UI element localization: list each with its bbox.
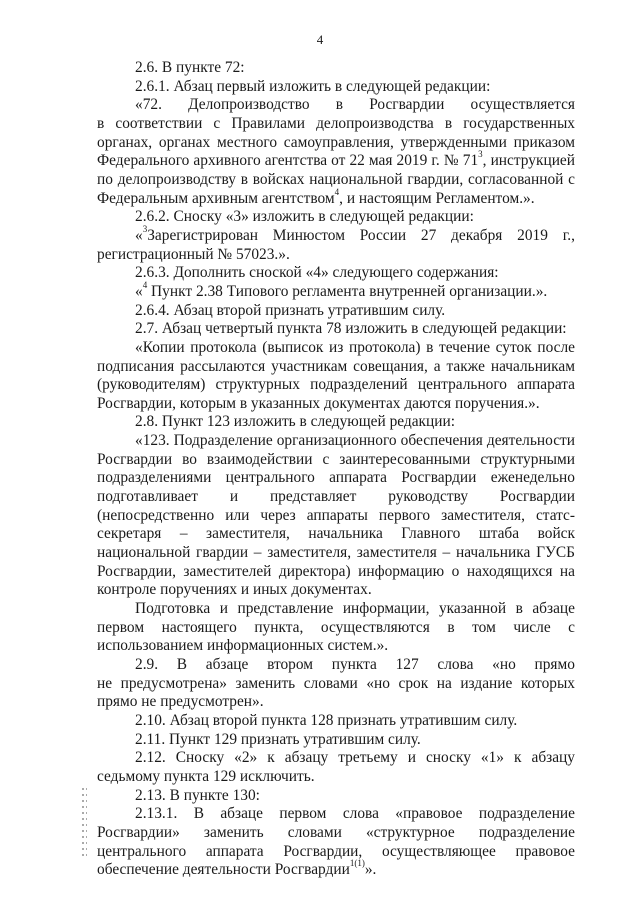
footnote-ref-4: 4 [334,186,340,197]
paragraph-preparation: Подготовка и представление информации, указанной в абзаце первом настоящего пункта, осуществляются в том числе с использованием информационных систем.». [97,600,575,655]
section-2-6: 2.6. В пункте 72: [135,59,245,76]
page-number: 4 [316,32,324,47]
section-2-13-1: 2.13.1. В абзаце первом слова «правовое подразделение Росгвардии» заменить словами «структурное подразделение центрального аппарата Росгвардии, осуществляющее правовое обеспечение деятельности Росгвардии$^{1(1)}$». [97,805,575,879]
quote-72-first-line: «72. Делопроизводство в Росгвардии осуществляется [135,96,575,114]
section-2-7: 2.7. Абзац четвертый пункта 78 изложить в следующей редакции: [135,320,567,338]
quote-paragraph-123: «123. Подразделение организационного обеспечения деятельности Росгвардии во взаимодействии с заинтересованными структурными подразделениями центрального аппарата Росгвардии еженедельно подготавливает и представляет руководству Росгвардии (непосредственно или через аппараты первого заместителя, статс-секретаря – заместителя, начальника Главного штаба войск национальной гвардии – заместителя, заместителя – начальника ГУСБ Росгвардии, заместителей директора) информацию о находящихся на контроле поручениях и иных документах. [97,432,575,599]
quote-paragraph-72: «72. Делопроизводство в Росгвардии осуществляется в соответствии с Правилами делопроизводства в государственных органах, органах местного самоуправления, утвержденными приказом Федерального архивного агентства от 22 мая 2019 г. № $71^3$, инструкцией по делопроизводству в войсках национальной гвардии, согласованной с Федеральным архивным агентством$^4$, и настоящим Регламентом.». [97,96,575,207]
section-2-9: 2.9. В абзаце втором пункта 127 слова «но прямо не предусмотрена» заменить словами «но срок на издание которых прямо не предусмотрен». [97,656,575,711]
section-2-6-2: 2.6.2. Сноску «3» изложить в следующей редакции: [135,208,474,226]
section-2-13: 2.13. В пункте 130: [135,786,260,804]
quote-72-text: в соответствии с Правилами делопроизводства в государственных органах, органах местного самоуправления, утвержденными приказом Федерального архивного агентства от 22 мая 2019 г. № 71 [97,114,575,170]
section-2-6-1: 2.6.1. Абзац первый изложить в следующей редакции: [135,77,491,95]
document-body [97,59,575,880]
footnote-4-text: «$^4$ Пункт 2.38 Типового регламента внутренней организации.». [135,279,548,300]
footnote-3-text: «$^3$Зарегистрирован Минюстом России 27 декабря 2019 г., регистрационный № 57023.». [97,223,575,263]
section-2-6-3: 2.6.3. Дополнить сноской «4» следующего содержания: [135,264,499,282]
section-2-6-4: 2.6.4. Абзац второй признать утратившим силу. [135,301,446,319]
footnote-ref-3: 3 [478,149,483,160]
quote-paragraph-protocol: «Копии протокола (выписок из протокола) в течение суток после подписания рассылаются участникам совещания, а также начальникам (руководителям) структурных подразделений центрального аппарата Росгвардии, которым в указанных документах даются поручения.». [97,338,575,412]
section-2-8: 2.8. Пункт 123 изложить в следующей редакции: [135,413,456,431]
section-2-12: 2.12. Сноску «2» к абзацу третьему и сноску «1» к абзацу седьмому пункта 129 исключить. [97,749,575,785]
footnote-ref-1-1: 1(1) [349,858,365,869]
margin-marks [81,786,87,856]
section-2-11: 2.11. Пункт 129 признать утратившим силу. [135,730,421,748]
section-2-10: 2.10. Абзац второй пункта 128 признать утратившим силу. [135,711,518,729]
